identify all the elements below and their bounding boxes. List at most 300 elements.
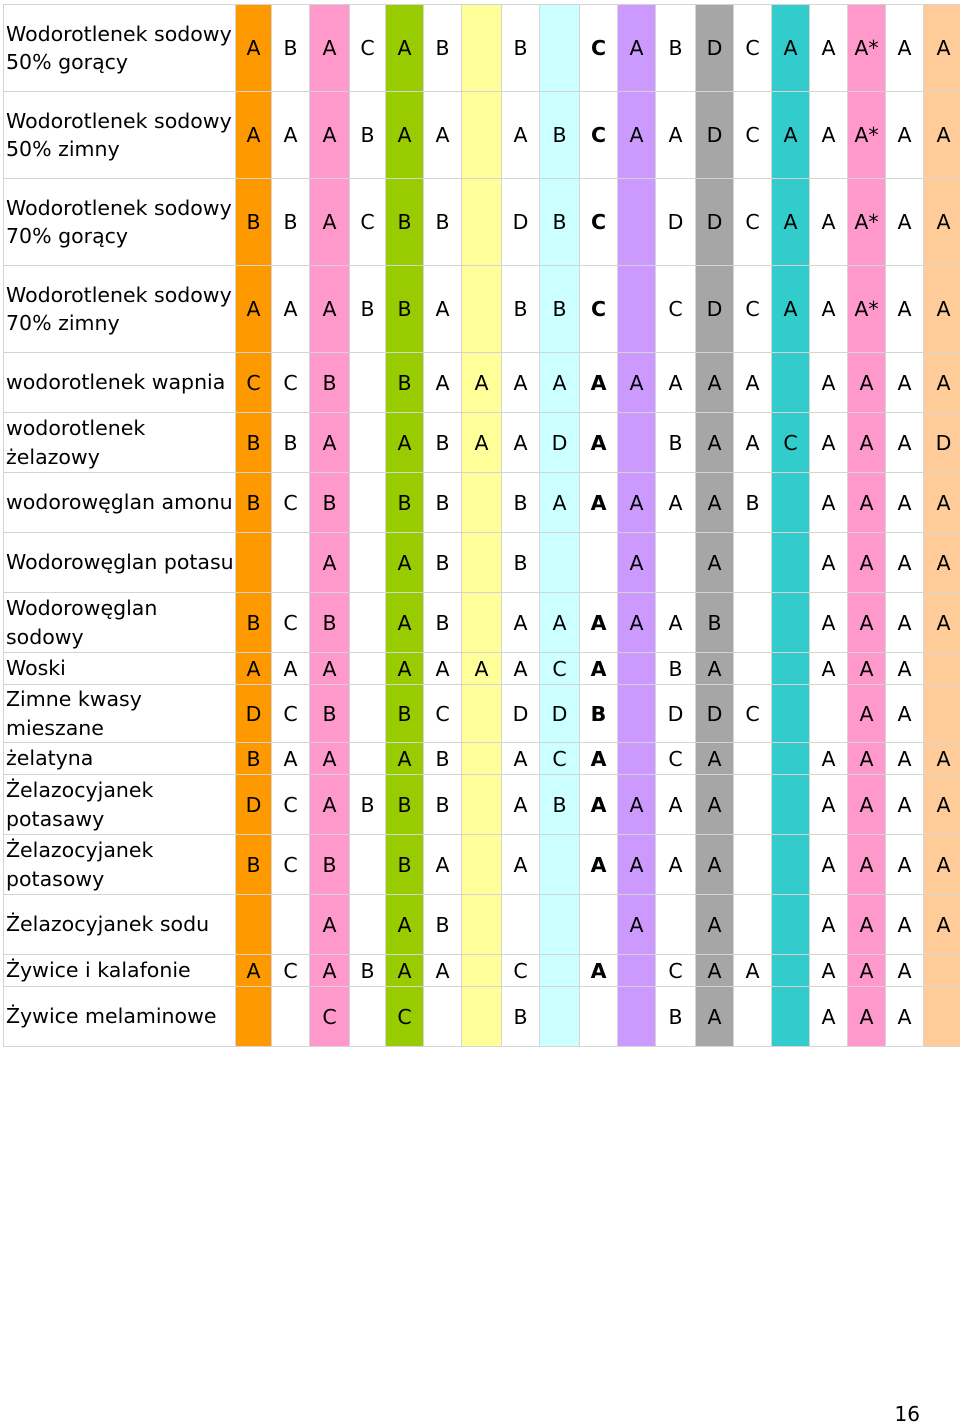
rating-cell: A [886, 179, 924, 266]
rating-cell: A [886, 987, 924, 1047]
rating-cell: A [810, 353, 848, 413]
row-label: Woski [4, 653, 236, 685]
rating-cell: C [656, 743, 696, 775]
rating-cell: A [502, 353, 540, 413]
rating-cell: A [810, 92, 848, 179]
rating-cell: D [236, 685, 272, 743]
table-row [4, 835, 960, 895]
rating-cell: B [734, 473, 772, 533]
rating-cell: A [924, 593, 960, 653]
row-label: wodorowęglan amonu [4, 473, 236, 533]
rating-cell: A [696, 743, 734, 775]
rating-cell: A [696, 533, 734, 593]
rating-cell: A [772, 266, 810, 353]
rating-cell: A [424, 835, 462, 895]
rating-cell: A [580, 743, 618, 775]
rating-cell: A [924, 266, 960, 353]
rating-cell: A [886, 5, 924, 92]
rating-cell: B [236, 473, 272, 533]
rating-cell [618, 266, 656, 353]
rating-cell: A [886, 955, 924, 987]
rating-cell: A [886, 92, 924, 179]
rating-cell: B [386, 266, 424, 353]
rating-cell [618, 653, 656, 685]
rating-cell: A [272, 653, 310, 685]
rating-cell [272, 895, 310, 955]
rating-cell: B [272, 413, 310, 473]
rating-cell [236, 987, 272, 1047]
rating-cell: D [696, 685, 734, 743]
rating-cell: D [696, 266, 734, 353]
rating-cell: B [502, 987, 540, 1047]
rating-cell: A [924, 835, 960, 895]
rating-cell: B [310, 685, 350, 743]
rating-cell: A [310, 533, 350, 593]
rating-cell [540, 533, 580, 593]
table-row [4, 413, 960, 473]
rating-cell: B [540, 775, 580, 835]
rating-cell [350, 743, 386, 775]
rating-cell: A [424, 353, 462, 413]
rating-cell: C [502, 955, 540, 987]
rating-cell: A [386, 743, 424, 775]
rating-cell: A [386, 533, 424, 593]
rating-cell: A [848, 593, 886, 653]
rating-cell: B [350, 92, 386, 179]
rating-cell [424, 987, 462, 1047]
rating-cell: C [580, 266, 618, 353]
rating-cell: A [310, 266, 350, 353]
rating-cell: A [310, 413, 350, 473]
rating-cell [580, 895, 618, 955]
rating-cell: B [540, 92, 580, 179]
chemical-resistance-table [3, 4, 960, 1047]
row-label: Żywice i kalafonie [4, 955, 236, 987]
rating-cell: A [272, 92, 310, 179]
rating-cell [810, 685, 848, 743]
rating-cell: B [310, 835, 350, 895]
rating-cell: A [848, 413, 886, 473]
rating-cell [350, 685, 386, 743]
rating-cell: D [656, 685, 696, 743]
rating-cell: D [540, 685, 580, 743]
rating-cell: A [886, 743, 924, 775]
row-label: Żelazocyjanek sodu [4, 895, 236, 955]
rating-cell: B [540, 179, 580, 266]
rating-cell [924, 955, 960, 987]
rating-cell: A [848, 533, 886, 593]
rating-cell: A [236, 92, 272, 179]
row-label: Żelazocyjanek potasowy [4, 835, 236, 895]
table-row [4, 775, 960, 835]
rating-cell: C [580, 92, 618, 179]
rating-cell: A [656, 353, 696, 413]
rating-cell: B [424, 179, 462, 266]
rating-cell: A [810, 987, 848, 1047]
rating-cell: A [848, 743, 886, 775]
page-number: 16 [895, 1402, 920, 1426]
rating-cell: A [618, 775, 656, 835]
rating-cell: A [656, 835, 696, 895]
rating-cell [462, 473, 502, 533]
rating-cell: A [886, 473, 924, 533]
rating-cell: A [848, 987, 886, 1047]
rating-cell [462, 955, 502, 987]
rating-cell: A [656, 775, 696, 835]
rating-cell [350, 835, 386, 895]
rating-cell [462, 895, 502, 955]
rating-cell: A [618, 895, 656, 955]
rating-cell: A [772, 92, 810, 179]
rating-cell: A [810, 473, 848, 533]
row-label: Wodorowęglan potasu [4, 533, 236, 593]
rating-cell: B [272, 179, 310, 266]
rating-cell: A [310, 179, 350, 266]
rating-cell: C [540, 743, 580, 775]
rating-cell: A [696, 473, 734, 533]
rating-cell [350, 653, 386, 685]
rating-cell: B [656, 5, 696, 92]
row-label: Wodorotlenek sodowy 70% zimny [4, 266, 236, 353]
rating-cell: A [656, 593, 696, 653]
rating-cell: A [580, 413, 618, 473]
table-row [4, 92, 960, 179]
rating-cell: C [734, 5, 772, 92]
rating-cell: C [656, 266, 696, 353]
rating-cell [734, 835, 772, 895]
rating-cell: A [310, 955, 350, 987]
row-label: Żywice melaminowe [4, 987, 236, 1047]
rating-cell: B [350, 266, 386, 353]
rating-cell: C [272, 353, 310, 413]
rating-cell: D [502, 179, 540, 266]
rating-cell [350, 413, 386, 473]
rating-cell: C [772, 413, 810, 473]
rating-cell: C [734, 266, 772, 353]
rating-cell: B [386, 775, 424, 835]
rating-cell: A [310, 775, 350, 835]
rating-cell [462, 533, 502, 593]
rating-cell: A [386, 413, 424, 473]
rating-cell: A [886, 653, 924, 685]
rating-cell [772, 653, 810, 685]
rating-cell: A [386, 593, 424, 653]
rating-cell [772, 895, 810, 955]
rating-cell [734, 895, 772, 955]
rating-cell [734, 775, 772, 835]
rating-cell: B [424, 895, 462, 955]
rating-cell: D [696, 92, 734, 179]
rating-cell [772, 533, 810, 593]
rating-cell: A [696, 653, 734, 685]
rating-cell: A [886, 895, 924, 955]
rating-cell: B [424, 775, 462, 835]
rating-cell: A [696, 413, 734, 473]
rating-cell: A [386, 895, 424, 955]
rating-cell: B [502, 5, 540, 92]
rating-cell [580, 987, 618, 1047]
rating-cell: A [810, 955, 848, 987]
rating-cell: A [502, 92, 540, 179]
rating-cell: C [272, 835, 310, 895]
rating-cell: A [696, 775, 734, 835]
rating-cell [734, 533, 772, 593]
rating-cell [236, 895, 272, 955]
rating-cell [618, 685, 656, 743]
rating-cell [540, 955, 580, 987]
rating-cell [618, 179, 656, 266]
rating-cell: A [580, 653, 618, 685]
rating-cell [462, 593, 502, 653]
rating-cell: B [236, 179, 272, 266]
rating-cell: D [696, 5, 734, 92]
rating-cell: C [272, 685, 310, 743]
rating-cell: A [810, 743, 848, 775]
rating-cell: A [386, 5, 424, 92]
rating-cell [462, 685, 502, 743]
rating-cell: B [386, 353, 424, 413]
rating-cell: B [424, 533, 462, 593]
rating-cell: C [272, 955, 310, 987]
rating-cell: A [696, 955, 734, 987]
rating-cell [462, 5, 502, 92]
rating-cell: A [886, 533, 924, 593]
rating-cell [462, 775, 502, 835]
rating-cell: A [848, 473, 886, 533]
rating-cell: A [540, 593, 580, 653]
rating-cell: A [580, 353, 618, 413]
rating-cell: A [810, 413, 848, 473]
table-row [4, 533, 960, 593]
rating-cell: A* [848, 179, 886, 266]
table-row [4, 266, 960, 353]
rating-cell: D [540, 413, 580, 473]
rating-cell: A [924, 895, 960, 955]
rating-cell: A [310, 5, 350, 92]
rating-cell [350, 353, 386, 413]
rating-cell: B [424, 743, 462, 775]
rating-cell [618, 955, 656, 987]
rating-cell [462, 266, 502, 353]
rating-cell: A [886, 685, 924, 743]
rating-cell: C [734, 92, 772, 179]
rating-cell: A [810, 266, 848, 353]
rating-cell: A [734, 955, 772, 987]
table-row [4, 473, 960, 533]
rating-cell: A [810, 5, 848, 92]
rating-cell [272, 533, 310, 593]
rating-cell: A [924, 775, 960, 835]
rating-cell [618, 413, 656, 473]
rating-cell: A [618, 533, 656, 593]
rating-cell: A [618, 473, 656, 533]
rating-cell: B [386, 179, 424, 266]
rating-cell: A [810, 835, 848, 895]
rating-cell: B [424, 5, 462, 92]
rating-cell: A [236, 653, 272, 685]
table-row [4, 653, 960, 685]
rating-cell: A [696, 987, 734, 1047]
rating-cell: A [580, 593, 618, 653]
rating-cell: A* [848, 5, 886, 92]
rating-cell: A* [848, 266, 886, 353]
rating-cell [656, 533, 696, 593]
rating-cell [350, 895, 386, 955]
rating-cell [924, 987, 960, 1047]
rating-cell: A [462, 353, 502, 413]
row-label: Wodorotlenek sodowy 50% zimny [4, 92, 236, 179]
rating-cell: A [310, 743, 350, 775]
rating-cell [462, 743, 502, 775]
row-label: Wodorowęglan sodowy [4, 593, 236, 653]
rating-cell: D [924, 413, 960, 473]
rating-cell: A [580, 955, 618, 987]
rating-cell: C [272, 473, 310, 533]
rating-cell: C [272, 775, 310, 835]
rating-cell: B [236, 835, 272, 895]
rating-cell: A [386, 955, 424, 987]
rating-cell: B [310, 593, 350, 653]
rating-cell: A [424, 653, 462, 685]
rating-cell [772, 473, 810, 533]
rating-cell [734, 743, 772, 775]
table-row [4, 895, 960, 955]
rating-cell: C [580, 179, 618, 266]
rating-cell: A [272, 743, 310, 775]
rating-cell [540, 895, 580, 955]
rating-cell: B [502, 266, 540, 353]
rating-cell: A [502, 775, 540, 835]
rating-cell: B [424, 593, 462, 653]
rating-cell: A [580, 835, 618, 895]
rating-cell: A [618, 835, 656, 895]
rating-cell [772, 775, 810, 835]
rating-cell: A [924, 473, 960, 533]
table-row [4, 685, 960, 743]
rating-cell [656, 895, 696, 955]
rating-cell: A [386, 653, 424, 685]
rating-cell: B [540, 266, 580, 353]
rating-cell [618, 743, 656, 775]
rating-cell: B [350, 775, 386, 835]
rating-cell: A [696, 353, 734, 413]
rating-cell: B [424, 413, 462, 473]
rating-cell: A [886, 775, 924, 835]
rating-cell: C [656, 955, 696, 987]
table-row [4, 179, 960, 266]
rating-cell [462, 179, 502, 266]
rating-cell: A [734, 353, 772, 413]
rating-cell: B [236, 743, 272, 775]
rating-cell: A [886, 266, 924, 353]
rating-cell: A [886, 353, 924, 413]
rating-cell [350, 473, 386, 533]
rating-cell: A [310, 653, 350, 685]
rating-cell: B [656, 653, 696, 685]
rating-cell [462, 987, 502, 1047]
rating-cell: A [848, 685, 886, 743]
rating-cell: A [618, 353, 656, 413]
table-row [4, 353, 960, 413]
row-label: Żelazocyjanek potasawy [4, 775, 236, 835]
rating-cell [772, 353, 810, 413]
rating-cell: C [386, 987, 424, 1047]
rating-cell: D [502, 685, 540, 743]
rating-cell: A [924, 533, 960, 593]
rating-cell: A [502, 413, 540, 473]
rating-cell: A [236, 955, 272, 987]
rating-cell: A [272, 266, 310, 353]
row-label: żelatyna [4, 743, 236, 775]
rating-cell: A [386, 92, 424, 179]
rating-cell: A [696, 835, 734, 895]
rating-cell [350, 987, 386, 1047]
table-row [4, 987, 960, 1047]
rating-cell [462, 835, 502, 895]
rating-cell: A [502, 835, 540, 895]
rating-cell [502, 895, 540, 955]
rating-cell: A [462, 653, 502, 685]
rating-cell: A [618, 593, 656, 653]
rating-cell [772, 835, 810, 895]
rating-cell: B [502, 533, 540, 593]
table-row [4, 593, 960, 653]
rating-cell: A [848, 835, 886, 895]
rating-cell: A [848, 775, 886, 835]
rating-cell: A [236, 5, 272, 92]
rating-cell: A [502, 743, 540, 775]
rating-cell: A [886, 593, 924, 653]
rating-cell: C [350, 179, 386, 266]
rating-cell: C [272, 593, 310, 653]
rating-cell: C [734, 179, 772, 266]
row-label: wodorotlenek żelazowy [4, 413, 236, 473]
rating-cell: B [236, 593, 272, 653]
rating-cell: A [310, 92, 350, 179]
rating-cell [350, 533, 386, 593]
rating-cell: A [580, 473, 618, 533]
rating-cell: C [310, 987, 350, 1047]
rating-cell: A [540, 353, 580, 413]
rating-cell [924, 653, 960, 685]
rating-cell: A [502, 653, 540, 685]
rating-cell: A [848, 353, 886, 413]
rating-cell: C [540, 653, 580, 685]
rating-cell: A [886, 835, 924, 895]
rating-cell [236, 533, 272, 593]
rating-cell [540, 835, 580, 895]
rating-cell: A [810, 179, 848, 266]
rating-cell: B [656, 413, 696, 473]
rating-cell: B [580, 685, 618, 743]
rating-cell: B [696, 593, 734, 653]
rating-cell: D [656, 179, 696, 266]
rating-cell: C [236, 353, 272, 413]
row-label: Wodorotlenek sodowy 50% gorący [4, 5, 236, 92]
rating-cell [618, 987, 656, 1047]
rating-cell: A [924, 743, 960, 775]
rating-cell: A [924, 92, 960, 179]
rating-cell [580, 533, 618, 593]
rating-cell: D [236, 775, 272, 835]
table-row [4, 743, 960, 775]
rating-cell [540, 987, 580, 1047]
rating-cell: B [386, 835, 424, 895]
rating-cell: A [848, 895, 886, 955]
rating-cell: A [810, 533, 848, 593]
table-row [4, 955, 960, 987]
rating-cell: A [696, 895, 734, 955]
